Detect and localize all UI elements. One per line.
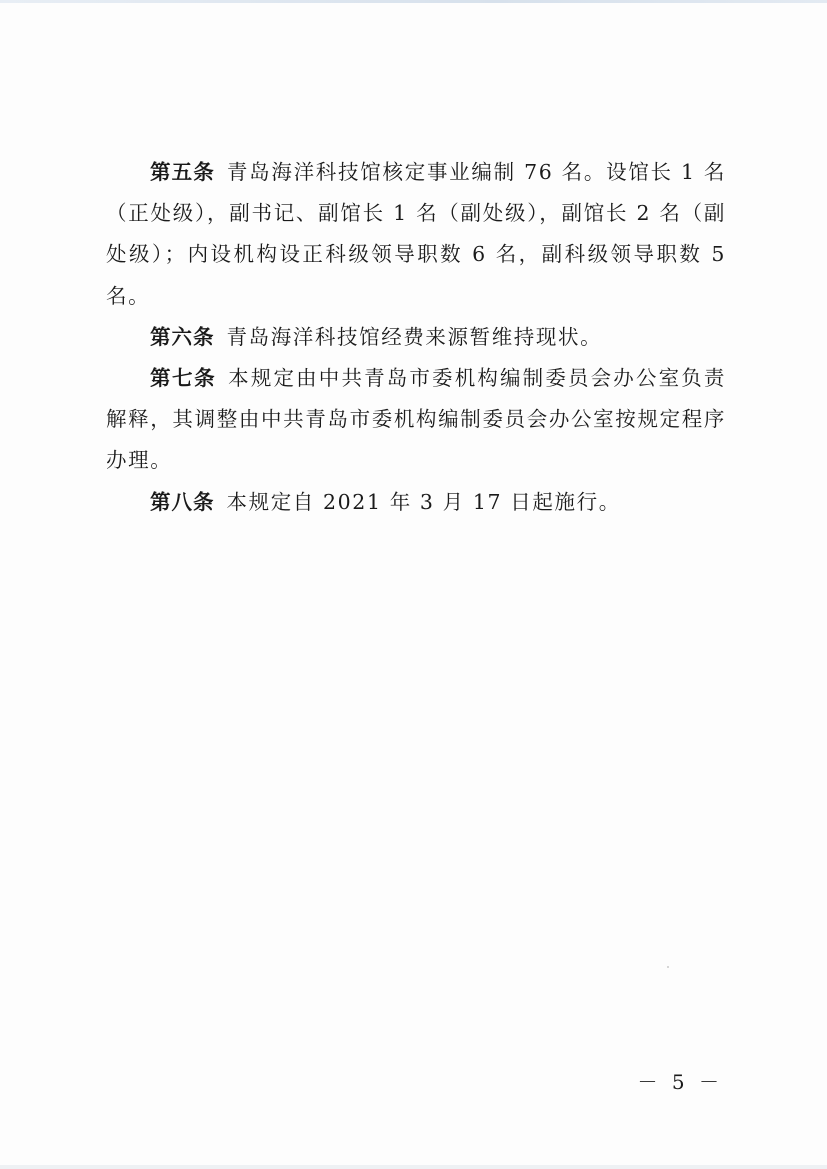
article-heading: 第八条 xyxy=(150,489,215,514)
article-text: 青岛海洋科技馆经费来源暂维持现状。 xyxy=(226,324,603,349)
article-heading: 第六条 xyxy=(150,324,215,349)
article-7 xyxy=(106,358,726,482)
scan-top-edge xyxy=(0,0,827,3)
article-text: 本规定自 2021 年 3 月 17 日起施行。 xyxy=(226,489,621,514)
page-number: － 5 － xyxy=(637,1070,723,1094)
article-text: 本规定由中共青岛市委机构编制委员会办公室负责解释，其调整由中共青岛市委机构编制委员会办公室按规定程序办理。 xyxy=(106,366,727,473)
article-heading: 第五条 xyxy=(150,160,215,184)
article-heading: 第七条 xyxy=(150,366,217,391)
document-body xyxy=(106,152,726,523)
article-8 xyxy=(106,482,726,523)
article-6 xyxy=(106,317,726,358)
scan-speck xyxy=(667,966,669,968)
article-5 xyxy=(106,152,726,317)
scan-bottom-edge xyxy=(0,1165,827,1169)
article-text: 青岛海洋科技馆核定事业编制 76 名。设馆长 1 名（正处级），副书记、副馆长 1 名（副处级），副馆长 2 名（副处级）；内设机构设正科级领导职数 6 名，副科级领导职数 5 名。 xyxy=(106,160,727,308)
